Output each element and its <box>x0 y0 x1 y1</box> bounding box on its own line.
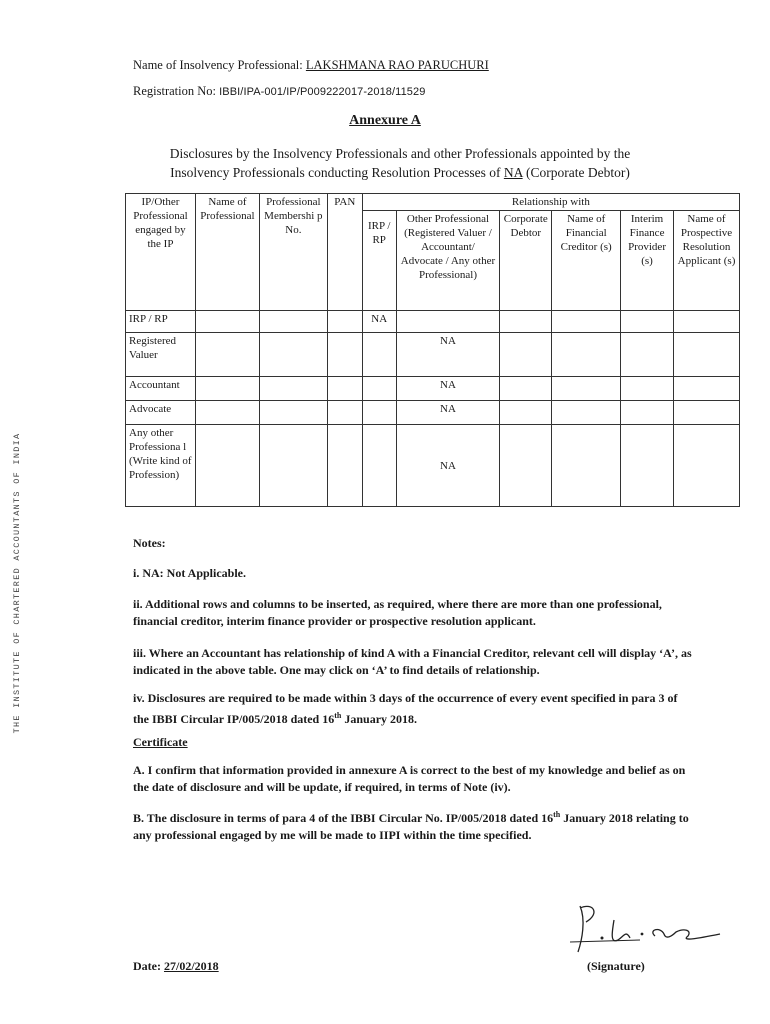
header-irp: IRP / RP <box>362 211 396 311</box>
note-2: ii. Additional rows and columns to be inserted, as required, where there are more than one professional, financial creditor, interim finance provider or prospective resolution applicant. <box>133 597 662 628</box>
table-row: Any other Professiona l (Write kind of Profession) NA <box>126 425 740 507</box>
header-ip-other: IP/Other Professional engaged by the IP <box>126 194 196 311</box>
disclosure-table <box>125 193 740 507</box>
page-title: Annexure A <box>349 113 421 128</box>
header-prospective-applicant: Name of Prospective Resolution Applicant (s) <box>674 211 740 311</box>
table-row: Accountant NA <box>126 377 740 401</box>
header-name: Name of Professional <box>195 194 259 311</box>
header-corporate-debtor: Corporate Debtor <box>500 211 552 311</box>
registration-line: Registration No: IBBI/IPA-001/IP/P009222017-2018/11529 <box>133 84 426 98</box>
header-financial-creditor: Name of Financial Creditor (s) <box>552 211 621 311</box>
date-line: Date: 27/02/2018 <box>133 959 219 973</box>
date-value: 27/02/2018 <box>163 959 219 973</box>
note-4: iv. Disclosures are required to be made within 3 days of the occurrence of every event specified in para 3 of the IBBI Circular IP/005/2018 dated 16th January 2018. <box>133 691 678 726</box>
side-watermark-text: THE INSTITUTE OF CHARTERED ACCOUNTANTS OF INDIA <box>12 432 22 734</box>
note-1: i. NA: Not Applicable. <box>133 566 247 580</box>
header-interim-finance: Interim Finance Provider (s) <box>621 211 674 311</box>
header-pan: PAN <box>327 194 362 311</box>
professional-name-line: Name of Insolvency Professional: LAKSHMANA RAO PARUCHURI <box>133 58 489 72</box>
header-other-professional: Other Professional (Registered Valuer / Accountant/ Advocate / Any other Professional) <box>396 211 500 311</box>
header-membership: Professional Membershi p No. <box>259 194 327 311</box>
signature-label: (Signature) <box>587 959 645 973</box>
table-row: IRP / RP NA <box>126 311 740 333</box>
professional-name-value: LAKSHMANA RAO PARUCHURI <box>305 58 489 72</box>
certificate-heading: Certificate <box>133 735 188 749</box>
notes-heading: Notes: <box>133 536 166 550</box>
certificate-b: B. The disclosure in terms of para 4 of the IBBI Circular No. IP/005/2018 dated 16th January 2018 relating to any professional engaged by me will be made to IIPI within the time specified. <box>133 810 689 842</box>
header-relationship: Relationship with <box>362 194 739 211</box>
certificate-a: A. I confirm that information provided in annexure A is correct to the best of my knowledge and belief as on the date of disclosure and will be update, if required, in terms of Note (iv). <box>133 763 686 794</box>
signature-scribble <box>560 900 730 958</box>
registration-value: IBBI/IPA-001/IP/P009222017-2018/11529 <box>219 86 426 98</box>
note-3: iii. Where an Accountant has relationship of kind A with a Financial Creditor, relevant cell will display ‘A’, as indicated in the above table. One may click on ‘A’ to find details of relationship. <box>133 646 692 677</box>
table-row: Advocate NA <box>126 401 740 425</box>
page-subtitle: Disclosures by the Insolvency Professionals and other Professionals appointed by the Insolvency Professionals conducting Resolution Processes of NA (Corporate Debtor) <box>169 146 631 180</box>
table-row: Registered Valuer NA <box>126 333 740 377</box>
